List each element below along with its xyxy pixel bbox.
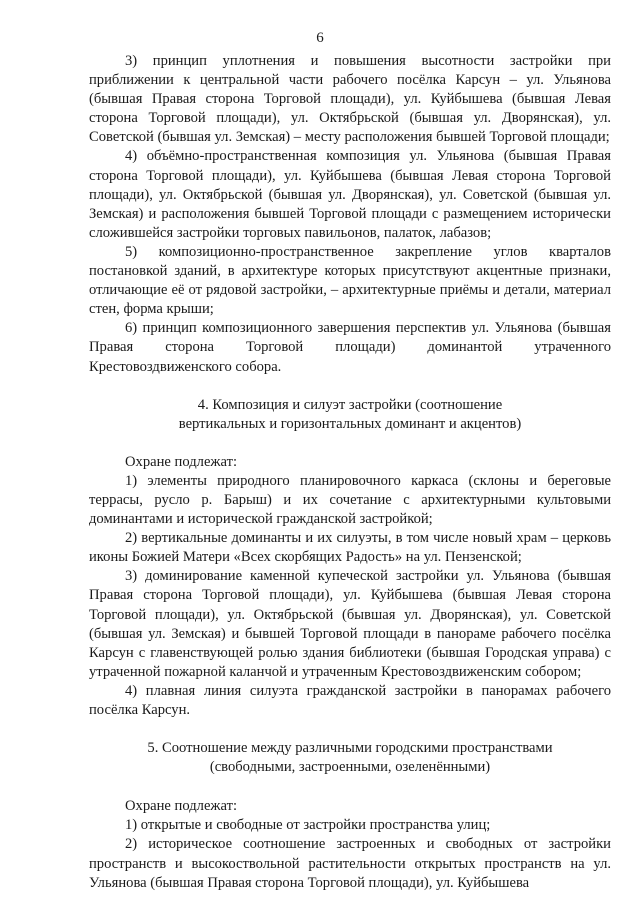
- section-5-item-2: 2) историческое соотношение застроенных и свободных от застройки пространств и высокоствольной растительности открытых пространств на ул. Ульянова (бывшая Правая сторона Торговой площади), ул. Куйбышева: [89, 836, 611, 891]
- section-5-heading-line-1: 5. Соотношение между различными городскими пространствами: [147, 740, 553, 757]
- page-number: 6: [316, 30, 324, 46]
- section-4-item-4: 4) плавная линия силуэта гражданской застройки в панорамах рабочего посёлка Карсун.: [89, 682, 611, 718]
- paragraph-item-5: 5) композиционно-пространственное закрепление углов кварталов постановкой зданий, в архитектуре которых присутствуют акцентные признаки, отличающие её от рядовой застройки, – архитектурные приёмы и детали, материал стен, форма крыши;: [89, 243, 611, 318]
- document-body: [89, 52, 611, 893]
- paragraph-item-4: 4) объёмно-пространственная композиция ул. Ульянова (бывшая Правая сторона Торговой площади), ул. Куйбышева (бывшая Левая сторона Торговой площади), ул. Октябрьской (бывшая ул. Дворянская), ул. Советской (бывшая ул. Земская) и расположения бывшей Торговой площади с размещением исторически сложившейся застройки торговых павильонов, палаток, лабазов;: [89, 148, 611, 241]
- section-4-item-2: 2) вертикальные доминанты и их силуэты, в том числе новый храм – церковь иконы Божией Матери «Всех скорбящих Радость» на ул. Пензенской;: [89, 530, 611, 566]
- section-4-heading-line-1: 4. Композиция и силуэт застройки (соотношение: [197, 396, 503, 413]
- paragraph-item-3: 3) принцип уплотнения и повышения высотности застройки при приближении к центральной части рабочего посёлка Карсун – ул. Ульянова (бывшая Правая сторона Торговой площади), ул. Куйбышева (бывшая Левая сторона Торговой площади), ул. Октябрьской (бывшая ул. Дворянская), ул. Советской (бывшая ул. Земская) – месту расположения бывшей Торговой площади;: [89, 53, 611, 146]
- section-4-item-3: 3) доминирование каменной купеческой застройки ул. Ульянова (бывшая Правая сторона Торговой площади), ул. Куйбышева (бывшая Левая сторона Торговой площади), ул. Октябрьской (бывшая ул. Дворянская), ул. Советской (бывшая ул. Земская) и бывшей Торговой площади в панораме рабочего посёлка Карсун с главенствующей ролью здания библиотеки (бывшая Городская управа) с утраченной пожарной каланчой и утраченным Крестовоздвиженским собором;: [89, 568, 611, 680]
- section-4-intro: Охране подлежат:: [125, 453, 238, 470]
- section-4-heading-line-2: вертикальных и горизонтальных доминант и акцентов): [178, 415, 522, 432]
- section-5-item-1: 1) открытые и свободные от застройки пространства улиц;: [125, 817, 491, 834]
- section-5-intro: Охране подлежат:: [125, 798, 238, 815]
- paragraph-item-6: 6) принцип композиционного завершения перспектив ул. Ульянова (бывшая Правая сторона Торговой площади) доминантой утраченного Крестовоздвиженского собора.: [89, 320, 611, 375]
- section-5-heading-line-2: (свободными, застроенными, озеленёнными): [209, 759, 491, 776]
- section-4-item-1: 1) элементы природного планировочного каркаса (склоны и береговые террасы, русло р. Барыш) и их сочетание с архитектурными культовыми доминантами и исторической гражданской застройкой;: [89, 472, 611, 528]
